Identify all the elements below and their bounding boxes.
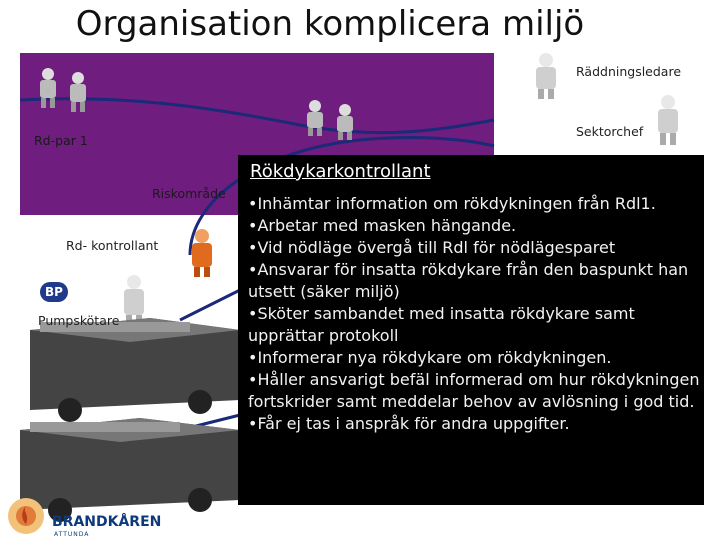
- hose-line: [20, 99, 494, 133]
- firefighter-figure: [307, 100, 323, 136]
- panel-item: •Informerar nya rökdykare om rökdykningen.: [248, 348, 612, 367]
- slide-title: Organisation komplicera miljö: [75, 4, 585, 44]
- info-panel: [238, 155, 704, 505]
- panel-body: [248, 193, 704, 435]
- fire-truck: [30, 318, 240, 422]
- panel-title: Rökdykarkontrollant: [250, 161, 431, 182]
- firefighter-figure: [70, 72, 86, 112]
- firefighter-figure: [40, 68, 56, 108]
- panel-item: •Håller ansvarigt befäl informerad om hur rökdykningen fortskrider samt meddelar behov av avlösning i god tid.: [248, 370, 700, 411]
- panel-item: •Får ej tas i anspråk för andra uppgifter.: [248, 414, 570, 433]
- panel-item: •Arbetar med masken hängande.: [248, 216, 517, 235]
- panel-item: •Ansvarar för insatta rökdykare från den baspunkt han utsett (säker miljö): [248, 260, 689, 301]
- logo-subtitle: ATTUNDA: [54, 531, 90, 538]
- firefighter-figure: [337, 104, 353, 140]
- panel-item: •Inhämtar information om rökdykningen från Rdl1.: [248, 194, 656, 213]
- label-pumpskotare: Pumpskötare: [38, 313, 120, 328]
- firefighter-figure: [658, 95, 678, 145]
- brandkaren-logo: [8, 498, 44, 534]
- rd-controller-figure: [192, 229, 212, 277]
- label-rd-kontrollant: Rd- kontrollant: [66, 238, 159, 253]
- bp-badge: BP: [40, 282, 68, 302]
- logo-name: BRANDKÅREN: [52, 514, 162, 530]
- label-rd-par-1: Rd-par 1: [34, 133, 88, 148]
- label-riskomrade: Riskområde: [152, 186, 226, 201]
- hose-line: [180, 290, 240, 320]
- label-raddningsledare: Räddningsledare: [576, 64, 682, 79]
- fire-truck: [20, 418, 240, 522]
- label-sektorchef: Sektorchef: [576, 124, 644, 139]
- panel-item: •Vid nödläge övergå till Rdl för nödlägesparet: [248, 238, 616, 257]
- panel-item: •Sköter sambandet med insatta rökdykare samt upprättar protokoll: [248, 304, 635, 345]
- firefighter-figure: [536, 53, 556, 99]
